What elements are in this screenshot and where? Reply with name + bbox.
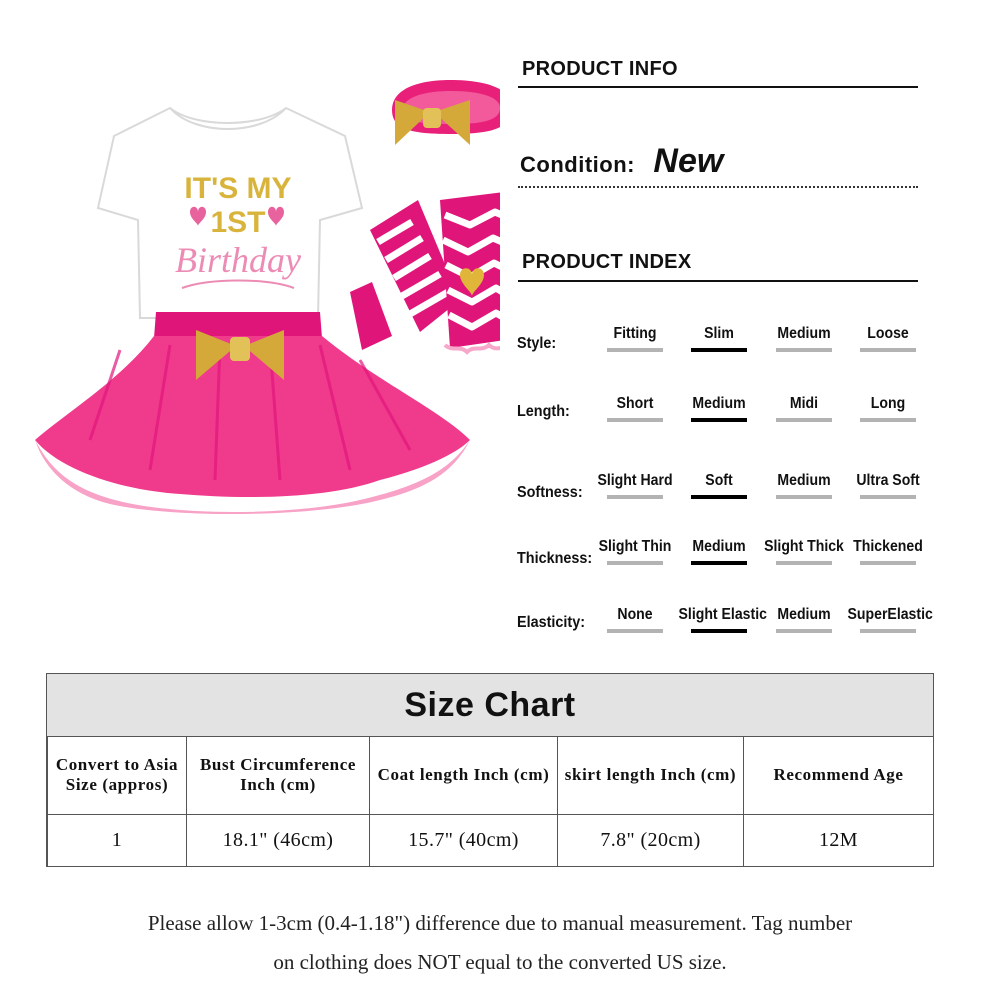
attribute-option: Medium xyxy=(758,606,850,633)
attribute-option: Medium xyxy=(758,325,850,352)
option-indicator xyxy=(776,418,832,422)
table-column xyxy=(47,736,186,866)
table-header-cell: Coat length Inch (cm) xyxy=(370,736,557,815)
attribute-option: Long xyxy=(842,395,934,422)
product-index-title: PRODUCT INDEX xyxy=(522,251,692,273)
note-line: on clothing does NOT equal to the converted US size. xyxy=(273,950,727,974)
table-header-cell: skirt length Inch (cm) xyxy=(558,736,743,815)
attribute-option-selected: Medium xyxy=(673,395,765,422)
table-column xyxy=(557,736,743,866)
option-indicator xyxy=(776,561,832,565)
product-info-title: PRODUCT INFO xyxy=(522,58,678,80)
product-info-divider xyxy=(518,86,918,88)
option-indicator xyxy=(607,629,663,633)
attribute-row-length xyxy=(517,395,957,455)
product-index-divider xyxy=(518,280,918,282)
option-indicator xyxy=(776,348,832,352)
table-header-cell: Convert to Asia Size (appros) xyxy=(48,736,186,815)
attribute-label: Softness: xyxy=(517,484,583,501)
option-indicator xyxy=(860,629,916,633)
option-indicator xyxy=(691,629,747,633)
condition-row xyxy=(520,142,723,181)
option-indicator xyxy=(860,495,916,499)
attribute-option: Slight Thin xyxy=(589,538,681,565)
table-header-cell: Recommend Age xyxy=(744,736,933,815)
condition-label: Condition: xyxy=(520,152,635,177)
condition-divider xyxy=(518,186,918,188)
attribute-option: Ultra Soft xyxy=(842,472,934,499)
table-cell: 12M xyxy=(819,829,858,851)
condition-value: New xyxy=(653,142,724,180)
attribute-option-selected: Soft xyxy=(673,472,765,499)
print-line3: Birthday xyxy=(175,240,301,280)
print-line2: 1ST xyxy=(210,206,266,239)
attribute-option: Slight Thick xyxy=(758,538,850,565)
leg-warmers-image xyxy=(350,190,500,352)
headband-image xyxy=(392,80,500,145)
product-image xyxy=(0,0,500,660)
option-indicator xyxy=(860,561,916,565)
option-indicator xyxy=(776,629,832,633)
attribute-label: Style: xyxy=(517,335,557,352)
attribute-row-softness xyxy=(517,472,957,532)
attribute-row-thickness xyxy=(517,538,957,598)
attribute-option: Midi xyxy=(758,395,850,422)
attribute-option-selected: Medium xyxy=(673,538,765,565)
option-indicator xyxy=(607,348,663,352)
attribute-option: Fitting xyxy=(589,325,681,352)
option-indicator xyxy=(691,561,747,565)
option-indicator xyxy=(607,418,663,422)
attribute-row-elasticity xyxy=(517,606,957,666)
table-header-cell: Bust Circumference Inch (cm) xyxy=(187,736,369,815)
attribute-row-style xyxy=(517,325,957,385)
attribute-option: Thickened xyxy=(842,538,934,565)
attribute-option: None xyxy=(589,606,681,633)
print-line1: IT'S MY xyxy=(184,172,292,205)
attribute-option: SuperElastic xyxy=(842,606,934,633)
attribute-option: Loose xyxy=(842,325,934,352)
option-indicator xyxy=(691,495,747,499)
attribute-option: Short xyxy=(589,395,681,422)
attribute-label: Thickness: xyxy=(517,550,593,567)
option-indicator xyxy=(860,418,916,422)
table-cell: 15.7" (40cm) xyxy=(408,829,519,851)
table-cell: 1 xyxy=(111,829,123,851)
onesie-image xyxy=(98,108,362,318)
option-indicator xyxy=(776,495,832,499)
table-cell: 18.1" (46cm) xyxy=(222,829,334,851)
table-cell: 7.8" (20cm) xyxy=(600,829,701,851)
table-column xyxy=(743,736,933,866)
table-column xyxy=(186,736,369,866)
option-indicator xyxy=(607,561,663,565)
measurement-note xyxy=(40,904,960,982)
attribute-option-selected: Slight Elastic xyxy=(673,606,765,633)
attribute-option-selected: Slim xyxy=(673,325,765,352)
attribute-label: Length: xyxy=(517,403,570,420)
option-indicator xyxy=(691,348,747,352)
size-chart-table xyxy=(46,673,934,867)
option-indicator xyxy=(691,418,747,422)
option-indicator xyxy=(607,495,663,499)
tutu-skirt-image xyxy=(35,312,470,514)
attribute-option: Slight Hard xyxy=(589,472,681,499)
table-column xyxy=(369,736,557,866)
size-chart-title: Size Chart xyxy=(47,674,933,737)
note-line: Please allow 1-3cm (0.4-1.18") difference due to manual measurement. Tag number xyxy=(147,911,853,935)
option-indicator xyxy=(860,348,916,352)
attribute-label: Elasticity: xyxy=(517,614,586,631)
attribute-option: Medium xyxy=(758,472,850,499)
